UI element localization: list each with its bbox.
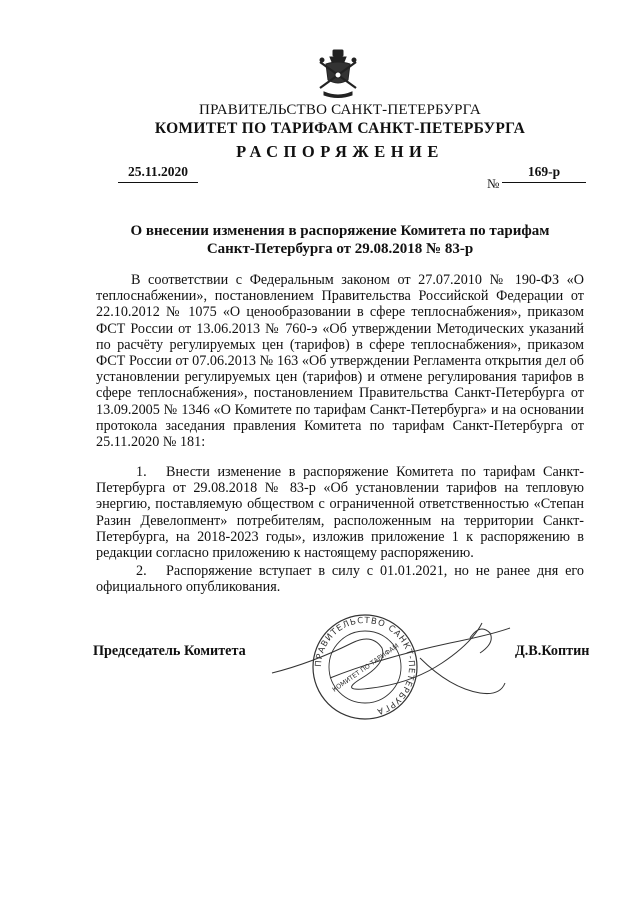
document-date: 25.11.2020 — [118, 164, 198, 183]
signatory-name: Д.В.Коптин — [515, 643, 590, 659]
number-label: № — [487, 176, 500, 191]
preamble-paragraph: В соответствии с Федеральным законом от 27.07.2010 № 190-ФЗ «О теплоснабжении», постановлением Правительства Российской Федерации от 22.10.2012 № 1075 «О ценообразовании в сфере теплоснабжения», приказом ФСТ России от 13.06.2013 № 760-э «Об утверждении Методических указаний по расчёту регулируемых цен (тарифов) в сфере теплоснабжения», приказом ФСТ России от 07.06.2013 № 163 «Об утверждении Регламента открытия дел об установлении регулируемых цен (тарифов) и отмене регулирования тарифов в сфере теплоснабжения», постановлением Правительства Санкт-Петербурга от 13.09.2005 № 1346 «О Комитете по тарифам Санкт-Петербурга» и на основании протокола заседания правления Комитета по тарифам Санкт-Петербурга от 25.11.2020 № 181: — [96, 272, 584, 451]
item-paragraph-1 — [96, 464, 584, 561]
item-number: 1. — [136, 464, 147, 480]
committee-name: КОМИТЕТ ПО ТАРИФАМ САНКТ-ПЕТЕРБУРГА — [154, 120, 526, 137]
item-paragraph-2 — [96, 563, 584, 595]
stamp-center-text: КОМИТЕТ ПО ТАРИФАМ — [330, 641, 401, 694]
document-type-heading: РАСПОРЯЖЕНИЕ — [236, 142, 444, 161]
title-line-2: Санкт-Петербурга от 29.08.2018 № 83-р — [206, 241, 474, 257]
item-text: Внести изменение в распоряжение Комитета по тарифам Санкт-Петербурга от 29.08.2018 № 83-р «Об установлении тарифов на тепловую энергию, поставляемую обществом с ограниченной ответственностью «Степан Разин Девелопмент» потребителям, расположенным на территории Санкт-Петербурга, на 2018-2023 годы», изложив приложение 1 к распоряжению в редакции согласно приложению к настоящему распоряжению. — [96, 464, 584, 562]
stamp-outer-text: ПРАВИТЕЛЬСТВО САНКТ-ПЕТЕРБУРГА — [313, 615, 417, 717]
document-number: 169-р — [502, 164, 586, 183]
item-text: Распоряжение вступает в силу с 01.01.2021, но не ранее дня его официального опубликования. — [96, 563, 584, 596]
official-stamp — [310, 612, 420, 722]
item-number: 2. — [136, 563, 147, 579]
signatory-position: Председатель Комитета — [93, 643, 246, 659]
coat-of-arms-emblem — [316, 48, 360, 98]
document-title — [96, 222, 584, 258]
government-name: ПРАВИТЕЛЬСТВО САНКТ-ПЕТЕРБУРГА — [199, 102, 481, 118]
title-line-1: О внесении изменения в распоряжение Комитета по тарифам — [130, 223, 550, 239]
